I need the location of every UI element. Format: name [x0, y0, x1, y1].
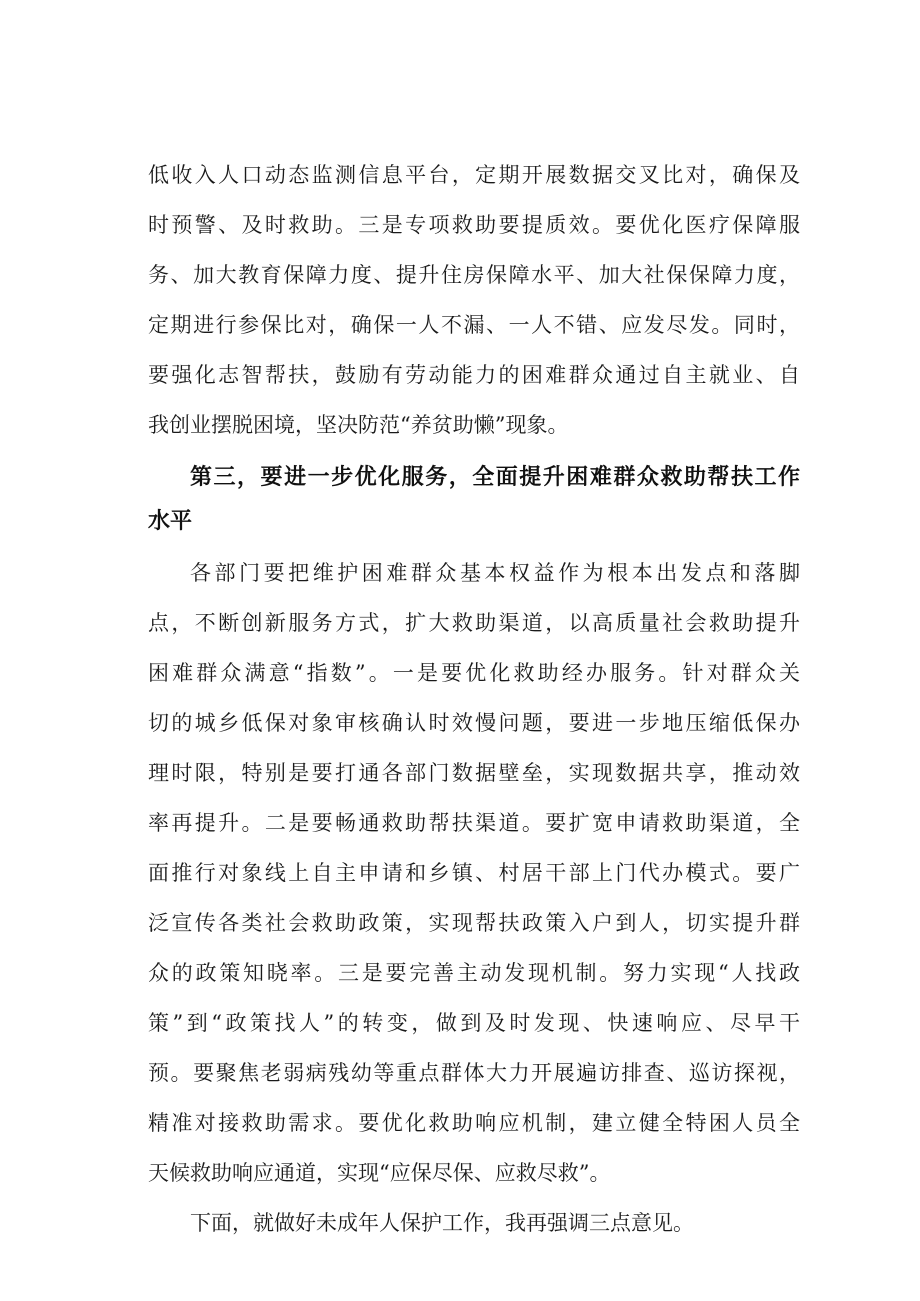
text-line: 精准对接救助需求。要优化救助响应机制，建立健全特困人员全	[148, 1111, 800, 1135]
text-line: 切的城乡低保对象审核确认时效慢问题，要进一步地压缩低保办	[148, 711, 800, 735]
text-line: 天候救助响应通道，实现“应保尽保、应救尽救”。	[148, 1161, 611, 1185]
text-line: 低收入人口动态监测信息平台，定期开展数据交叉比对，确保及	[148, 163, 800, 187]
text-line: 面推行对象线上自主申请和乡镇、村居干部上门代办模式。要广	[148, 861, 800, 885]
text-line: 率再提升。二是要畅通救助帮扶渠道。要扩宽申请救助渠道，全	[148, 811, 800, 835]
section-heading	[148, 456, 800, 544]
document-body	[148, 150, 800, 1248]
paragraph-transition	[148, 1198, 800, 1248]
text-line: 下面，就做好未成年人保护工作，我再强调三点意见。	[190, 1211, 694, 1235]
text-line: 我创业摆脱困境，坚决防范“养贫助懒”现象。	[148, 413, 569, 437]
paragraph-service	[148, 548, 800, 1198]
text-line: 策”到“政策找人”的转变，做到及时发现、快速响应、尽早干	[148, 1011, 800, 1035]
heading-line: 水平	[148, 509, 193, 534]
text-line: 众的政策知晓率。三是要完善主动发现机制。努力实现“人找政	[148, 961, 800, 985]
text-line: 困难群众满意“指数”。一是要优化救助经办服务。针对群众关	[148, 661, 800, 685]
heading-line: 第三，要进一步优化服务，全面提升困难群众救助帮扶工作	[190, 465, 800, 490]
text-line: 要强化志智帮扶，鼓励有劳动能力的困难群众通过自主就业、自	[148, 363, 800, 387]
paragraph-continuation	[148, 150, 800, 450]
text-line: 务、加大教育保障力度、提升住房保障水平、加大社保保障力度，	[148, 263, 800, 287]
text-line: 预。要聚焦老弱病残幼等重点群体大力开展遍访排查、巡访探视，	[148, 1061, 800, 1085]
text-line: 理时限，特别是要打通各部门数据壁垒，实现数据共享，推动效	[148, 761, 800, 785]
text-line: 泛宣传各类社会救助政策，实现帮扶政策入户到人，切实提升群	[148, 911, 800, 935]
text-line: 定期进行参保比对，确保一人不漏、一人不错、应发尽发。同时，	[148, 313, 800, 337]
text-line: 点，不断创新服务方式，扩大救助渠道，以高质量社会救助提升	[148, 611, 800, 635]
text-line: 时预警、及时救助。三是专项救助要提质效。要优化医疗保障服	[148, 213, 800, 237]
text-line: 各部门要把维护困难群众基本权益作为根本出发点和落脚	[190, 561, 800, 585]
